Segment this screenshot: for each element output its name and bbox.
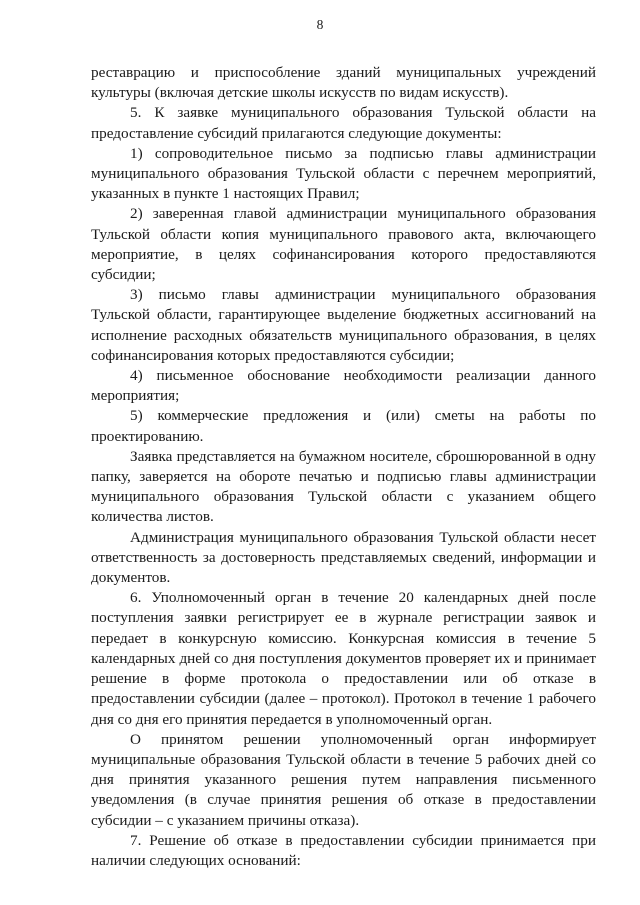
paragraph-item-5: 5. К заявке муниципального образования Тульской области на предоставление субсидий прилагаются следующие документы: (91, 104, 596, 142)
paragraph-decision-notice: О принятом решении уполномоченный орган информирует муниципальные образования Тульской области в течение 5 рабочих дней со дня принятия указанного решения путем направления письменного уведомления (в случае принятия решения об отказе в предоставлении субсидии – с указанием причины отказа). (91, 730, 596, 829)
document-body (91, 63, 596, 871)
paragraph-subitem-2: 2) заверенная главой администрации муниципального образования Тульской области копия муниципального правового акта, включающего мероприятие, в целях софинансирования которого предоставляются субсидии; (91, 205, 596, 284)
paragraph-item-7: 7. Решение об отказе в предоставлении субсидии принимается при наличии следующих оснований: (91, 831, 596, 869)
paragraph-subitem-4: 4) письменное обоснование необходимости реализации данного мероприятия; (91, 367, 596, 405)
paragraph-continuation: реставрацию и приспособление зданий муниципальных учреждений культуры (включая детские школы искусств по видам искусств). (91, 64, 596, 102)
paragraph-subitem-5: 5) коммерческие предложения и (или) сметы на работы по проектированию. (91, 407, 596, 445)
paragraph-application-submission: Заявка представляется на бумажном носителе, сброшюрованной в одну папку, заверяется на обороте печатью и подписью главы администрации муниципального образования Тульской области с указанием общего количества листов. (91, 447, 596, 526)
paragraph-item-6: 6. Уполномоченный орган в течение 20 календарных дней после поступления заявки регистрирует ее в журнале регистрации заявок и передает в конкурсную комиссию. Конкурсная комиссия в течение 5 календарных дней со дня поступления документов проверяет их и принимает решение в форме протокола о предоставлении или об отказе в предоставлении субсидии (далее – протокол). Протокол в течение 1 рабочего дня со дня его принятия передается в уполномоченный орган. (91, 589, 596, 728)
paragraph-administration-responsibility: Администрация муниципального образования Тульской области несет ответственность за достоверность представляемых сведений, информации и документов. (91, 528, 596, 587)
paragraph-subitem-1: 1) сопроводительное письмо за подписью главы администрации муниципального образования Тульской области с перечнем мероприятий, указанных в пункте 1 настоящих Правил; (91, 144, 596, 203)
paragraph-subitem-3: 3) письмо главы администрации муниципального образования Тульской области, гарантирующее выделение бюджетных ассигнований на исполнение расходных обязательств муниципального образования, в целях софинансирования которых предоставляются субсидии; (91, 286, 596, 364)
page-number: 8 (316, 17, 324, 32)
